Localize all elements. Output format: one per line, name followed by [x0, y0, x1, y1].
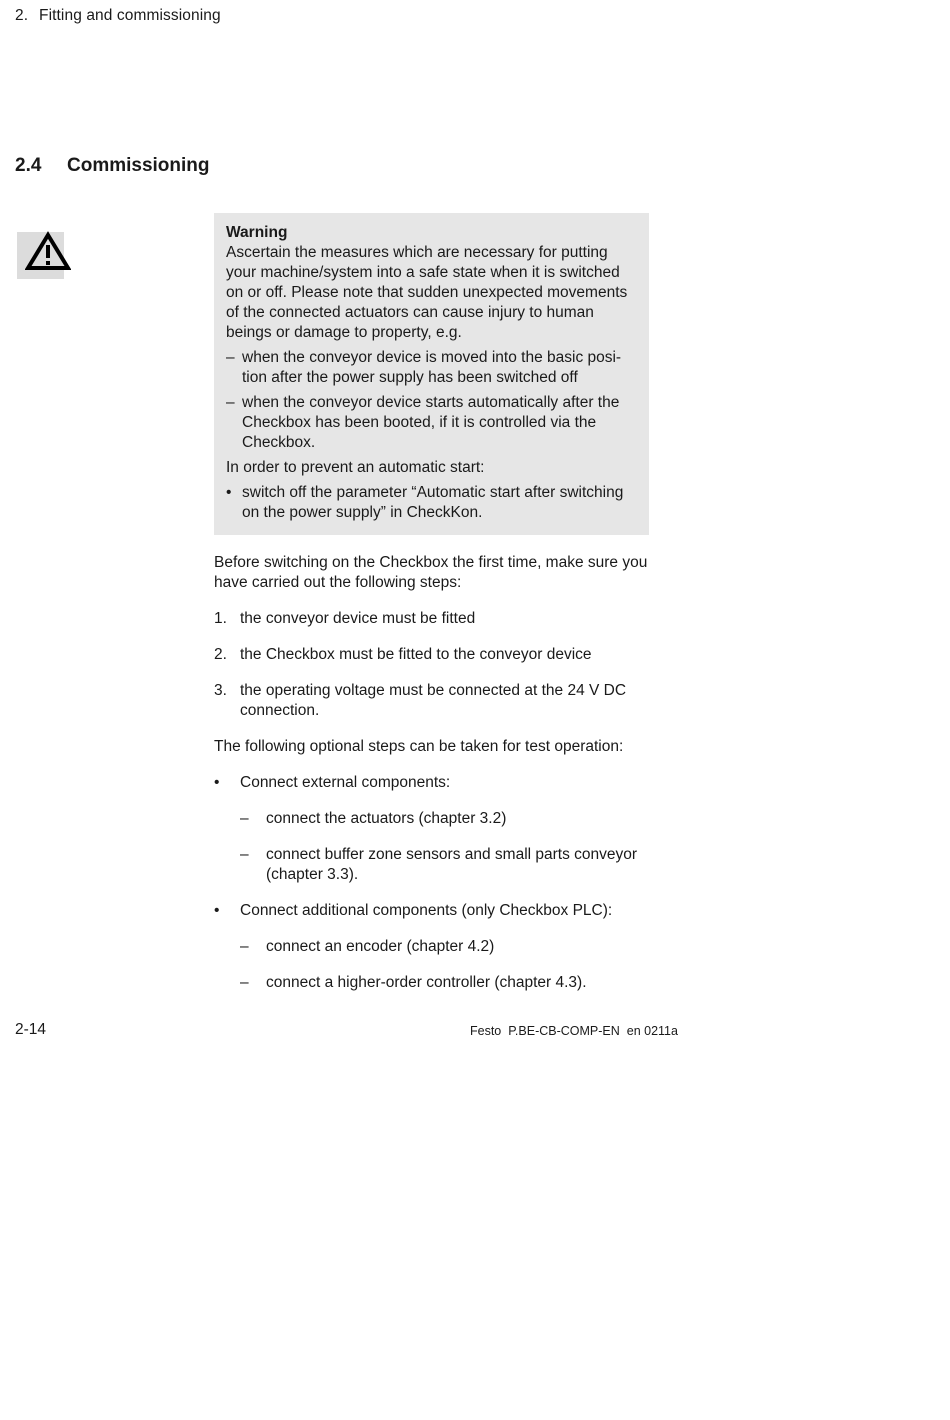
optional-subitem — [240, 845, 654, 885]
bullet-mark: • — [214, 774, 220, 791]
warning-box — [214, 213, 649, 535]
dash-mark: – — [240, 938, 249, 955]
warning-item — [226, 348, 641, 388]
warning-title: Warning — [226, 224, 288, 241]
optional-item-text: Connect additional components (only Checkbox PLC): — [240, 902, 613, 919]
running-head — [15, 7, 221, 25]
step-text: the operating voltage must be connected at the 24 V DC connection. — [240, 682, 627, 719]
optional-subitem — [240, 937, 654, 957]
bullet-mark: • — [226, 484, 232, 501]
main-text — [214, 553, 654, 993]
warning-action — [226, 483, 641, 523]
optional-intro: The following optional steps can be taken for test operation: — [214, 738, 624, 755]
dash-mark: – — [240, 846, 249, 863]
chapter-number: 2. — [15, 7, 29, 24]
step-text: the Checkbox must be fitted to the conveyor device — [240, 646, 592, 663]
bullet-mark: • — [214, 902, 220, 919]
warning-triangle-icon — [17, 232, 64, 279]
section-title — [15, 155, 210, 177]
step-item — [214, 645, 654, 665]
body-intro: Before switching on the Checkbox the first time, make sure you have carried out the following steps: — [214, 554, 648, 591]
dash-mark: – — [240, 974, 249, 991]
optional-subitem — [240, 809, 654, 829]
document-reference: Festo P.BE-CB-COMP-EN en 0211a — [470, 1024, 678, 1038]
warning-action-text: switch off the parameter “Automatic start after switching on the power supply” in CheckKon. — [242, 484, 624, 521]
prevent-text: In order to prevent an automatic start: — [226, 459, 485, 476]
optional-subitem-text: connect the actuators (chapter 3.2) — [266, 810, 507, 827]
optional-subitem — [240, 973, 654, 993]
optional-subitem-text: connect buffer zone sensors and small parts conveyor (chapter 3.3). — [266, 846, 638, 883]
warning-item-text: when the conveyor device is moved into the basic posi-tion after the power supply has been switched off — [242, 349, 622, 386]
dash-mark: – — [240, 810, 249, 827]
section-number: 2.4 — [15, 155, 42, 176]
page-number: 2-14 — [15, 1021, 47, 1038]
optional-subitem-text: connect a higher-order controller (chapter 4.3). — [266, 974, 587, 991]
optional-subitem-text: connect an encoder (chapter 4.2) — [266, 938, 495, 955]
optional-item — [214, 901, 654, 921]
section-title-text: Commissioning — [67, 155, 210, 176]
step-number: 1. — [214, 610, 227, 627]
step-number: 3. — [214, 682, 227, 699]
step-text: the conveyor device must be fitted — [240, 610, 476, 627]
warning-item-text: when the conveyor device starts automatically after the Checkbox has been booted, if it is controlled via the Checkbox. — [242, 394, 620, 451]
step-number: 2. — [214, 646, 227, 663]
optional-item-text: Connect external components: — [240, 774, 451, 791]
optional-item — [214, 773, 654, 793]
step-item — [214, 681, 654, 721]
dash-mark: – — [226, 349, 235, 366]
step-item — [214, 609, 654, 629]
warning-intro: Ascertain the measures which are necessary for putting your machine/system into a safe state when it is switched on or off. Please note that sudden unexpected movements of the connected actuators can cause injury to human beings or damage to property, e.g. — [226, 244, 628, 341]
warning-item — [226, 393, 641, 453]
dash-mark: – — [226, 394, 235, 411]
chapter-title: Fitting and commissioning — [39, 7, 221, 24]
